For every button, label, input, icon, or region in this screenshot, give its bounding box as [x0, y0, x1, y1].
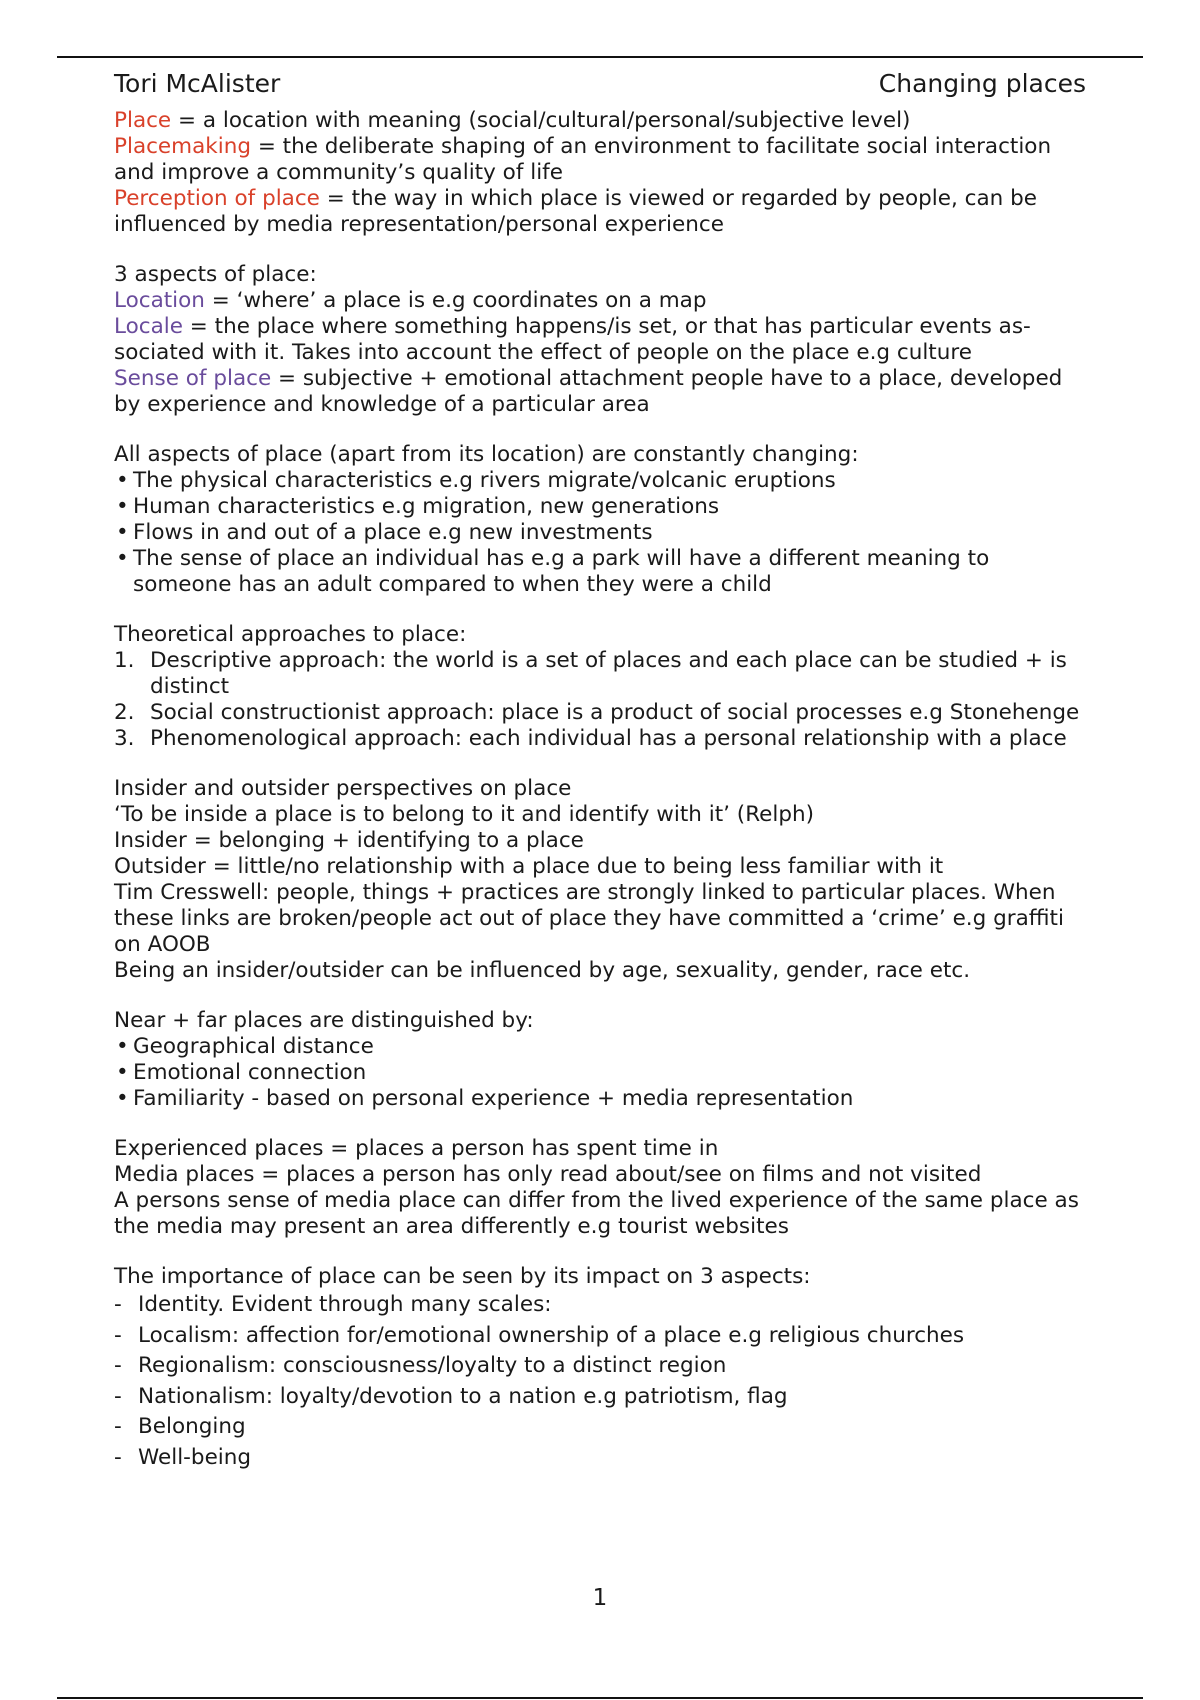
section-heading: 3 aspects of place: — [114, 262, 317, 287]
document-page — [114, 68, 1086, 1473]
list-item: • The sense of place an individual has e.g a park will have a different meaning to someone has an adult compared to when they were a child — [114, 546, 1086, 598]
experienced-section — [114, 1136, 1086, 1240]
insider-definition: Insider = belonging + identifying to a place — [114, 828, 584, 853]
experienced-places: Experienced places = places a person has spent time in — [114, 1136, 719, 1161]
importance-section — [114, 1264, 1086, 1473]
definition-placemaking — [114, 134, 1086, 186]
aspect-text: = ‘where’ a place is e.g coordinates on a map — [204, 288, 707, 313]
near-far-list — [114, 1034, 1086, 1112]
aspect-term: Sense of place — [114, 366, 272, 391]
list-item: - Belonging — [114, 1414, 246, 1439]
list-item: • Human characteristics e.g migration, new generations — [114, 494, 1086, 520]
section-heading: Insider and outsider perspectives on place — [114, 776, 572, 801]
list-item-text: Belonging — [138, 1414, 246, 1439]
section-heading: The importance of place can be seen by its impact on 3 aspects: — [114, 1264, 811, 1289]
list-item — [114, 726, 1086, 752]
list-item-text: Regionalism: consciousness/loyalty to a distinct region — [138, 1353, 727, 1378]
aspect-location — [114, 288, 1086, 314]
definition-term: Perception of place — [114, 186, 320, 211]
list-item: • Familiarity - based on personal experience + media representation — [114, 1086, 1086, 1112]
changing-section — [114, 442, 1086, 598]
list-item: - Identity. Evident through many scales: — [114, 1292, 552, 1317]
relph-quote: ‘To be inside a place is to belong to it and identify with it’ (Relph) — [114, 802, 815, 827]
list-item: - Regionalism: consciousness/loyalty to a distinct region — [114, 1353, 727, 1378]
aspect-text: = subjective + emotional attachment people have to a place, developed by experience and knowledge of a particular area — [114, 366, 1063, 417]
aspect-sense-of-place — [114, 366, 1086, 418]
bottom-rule — [57, 1697, 1143, 1699]
list-item: - Nationalism: loyalty/devotion to a nation e.g patriotism, flag — [114, 1383, 788, 1409]
definition-perception — [114, 186, 1086, 238]
aspect-locale — [114, 314, 1086, 366]
cresswell-note: Tim Cresswell: people, things + practices are strongly linked to particular places. When these links are broken/people act out of place they have committed a ‘crime’ e.g graffiti on AOOB — [114, 880, 1064, 957]
definition-text: = a location with meaning (social/cultural/personal/subjective level) — [171, 108, 911, 133]
page-header — [114, 68, 1086, 100]
list-item: • Flows in and out of a place e.g new investments — [114, 520, 1086, 546]
theory-section — [114, 622, 1086, 752]
changing-list — [114, 468, 1086, 598]
list-item: - Well-being — [114, 1444, 252, 1470]
definition-text: = the way in which place is viewed or regarded by people, can be influenced by media representation/personal experience — [114, 186, 1037, 237]
definition-place — [114, 108, 1086, 134]
definition-term: Placemaking — [114, 134, 251, 159]
page-number: 1 — [592, 1585, 608, 1611]
theory-list — [114, 648, 1086, 752]
outsider-definition: Outsider = little/no relationship with a place due to being less familiar with it — [114, 854, 944, 879]
list-item-text: Localism: affection for/emotional ownership of a place e.g religious churches — [138, 1322, 965, 1348]
section-heading: Near + far places are distinguished by: — [114, 1008, 534, 1033]
list-item-text: Nationalism: loyalty/devotion to a nation e.g patriotism, flag — [138, 1383, 788, 1409]
list-item: • The physical characteristics e.g rivers migrate/volcanic eruptions — [114, 468, 1086, 494]
list-item: - Localism: affection for/emotional ownership of a place e.g religious churches — [114, 1322, 965, 1348]
document-topic: Changing places — [878, 69, 1086, 98]
media-places: Media places = places a person has only read about/see on films and not visited — [114, 1162, 982, 1187]
list-item-text: Identity. Evident through many scales: — [138, 1292, 552, 1317]
influences-note: Being an insider/outsider can be influenced by age, sexuality, gender, race etc. — [114, 958, 971, 983]
list-item-text: Descriptive approach: the world is a set of places and each place can be studied + is distinct — [150, 648, 1067, 699]
document-body — [114, 108, 1086, 1473]
media-place-note: A persons sense of media place can differ from the lived experience of the same place as the media may present an area differently e.g tourist websites — [114, 1188, 1079, 1239]
section-heading: All aspects of place (apart from its location) are constantly changing: — [114, 442, 859, 467]
list-item — [114, 648, 1086, 700]
list-item — [114, 700, 1086, 726]
list-item: • Emotional connection — [114, 1060, 1086, 1086]
definitions-section — [114, 108, 1086, 238]
section-heading: Theoretical approaches to place: — [114, 622, 467, 647]
aspect-term: Location — [114, 288, 205, 313]
definition-term: Place — [114, 108, 172, 133]
list-number: 2. — [114, 700, 135, 725]
definition-text: = the deliberate shaping of an environment to facilitate social interaction and improve a community’s quality of life — [114, 134, 1052, 185]
aspect-term: Locale — [114, 314, 183, 339]
list-item-text: Social constructionist approach: place is a product of social processes e.g Stonehenge — [150, 700, 1080, 725]
list-number: 3. — [114, 726, 135, 751]
list-item-text: Well-being — [138, 1444, 252, 1470]
near-far-section — [114, 1008, 1086, 1112]
importance-list — [114, 1290, 1086, 1473]
list-number: 1. — [114, 648, 135, 673]
top-rule — [57, 56, 1143, 58]
list-item: • Geographical distance — [114, 1034, 1086, 1060]
insider-section — [114, 776, 1086, 984]
list-item-text: Phenomenological approach: each individual has a personal relationship with a place — [150, 726, 1067, 751]
author-name: Tori McAlister — [114, 69, 281, 98]
aspects-section — [114, 262, 1086, 418]
aspect-text: = the place where something happens/is set, or that has particular events associated with it. Takes into account the effect of people on the place e.g culture — [114, 314, 1031, 365]
